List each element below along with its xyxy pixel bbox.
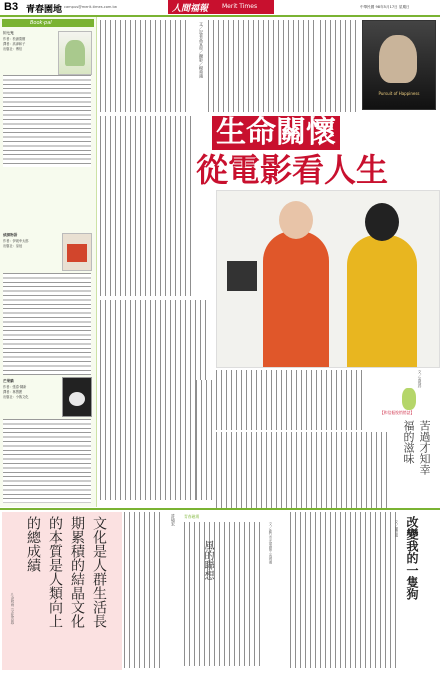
quote-line: 的本質是人類向上 (47, 516, 63, 628)
quote-line: 期累積的結晶文化 (69, 516, 85, 628)
book-meta-line: 出版社：博信 (3, 47, 23, 51)
sidebar-header-label: Book·pal (30, 20, 52, 26)
book-title: 芒果貓 (3, 379, 14, 383)
book-cover-1 (58, 31, 92, 75)
essay-right-mascot (402, 388, 416, 410)
feature-photo (216, 190, 440, 368)
book-1-meta (3, 31, 53, 51)
photo-person-left (263, 231, 329, 367)
book-3-review-text (3, 419, 91, 503)
masthead (168, 0, 274, 14)
book-1-review-text (3, 75, 91, 167)
book-3-meta (3, 379, 59, 399)
book-title: 偵探物語 (3, 233, 18, 237)
quote-box (2, 512, 122, 670)
page-code: B3 (4, 1, 19, 13)
photo-monitor (227, 261, 257, 291)
essay-right-author: 文／黃瑤玲 (418, 370, 422, 388)
masthead-en: Merit Times (222, 3, 258, 10)
mid-title: 風的聯想 (202, 540, 213, 580)
essay-right-text-bottom (216, 432, 390, 508)
mid-section-label: 青春磁場 (184, 514, 200, 519)
section-url[interactable]: campus@merit-times.com.tw (64, 5, 117, 9)
photo-person-right (347, 235, 417, 367)
book-meta-line: 作者：張春·陳新 (3, 385, 27, 389)
right-essay-text (290, 512, 400, 668)
quote-source: △余秋雨《文化苦旅》 (10, 592, 14, 627)
article-top-text-mid (208, 20, 318, 112)
book-cover-2 (62, 233, 92, 271)
book-cover-3 (62, 377, 92, 417)
section-divider (0, 508, 440, 510)
poster-title: Pursuit of Happiness (378, 91, 420, 96)
article-top-text-right (320, 20, 360, 112)
article-body-col-c (196, 380, 212, 500)
book-2-review-text (3, 273, 91, 375)
sidebar-header (2, 19, 94, 27)
movie-poster (362, 20, 436, 110)
headline-block (196, 116, 396, 188)
right-byline: 文／陳思嵐 (394, 520, 398, 537)
book-title: 川七光 (3, 31, 14, 35)
article-byline: 文／記者高宜彤／攝影／楊舜鴻 (199, 22, 204, 78)
essay-right-label: 【和信振悅悄悄話】 (380, 410, 415, 415)
bottom-left-essay (124, 512, 164, 668)
headline-line-2: 從電影看人生 (196, 151, 389, 189)
section-title: 青春園地 (26, 5, 63, 15)
article-top-text-left (100, 20, 186, 112)
date-line: 中華民國 98年5月17日 星期日 (360, 5, 410, 9)
sidebar (0, 17, 97, 507)
bottom-left-author: 許境宏 (171, 514, 176, 526)
headline-line-1: 生命關懷 (212, 116, 340, 150)
mid-essay-text (184, 522, 264, 666)
book-meta-line: 譯者：高津和子 (3, 42, 26, 46)
book-meta-line: 作者：伊坂幸太郎 (3, 239, 29, 243)
essay-right-text-top (216, 370, 366, 430)
masthead-cn: 人間福報 (172, 4, 209, 14)
quote-text (6, 516, 110, 664)
quote-line: 的總成績 (25, 516, 41, 572)
book-2-meta (3, 233, 59, 248)
right-title: 改變我的一隻狗 (405, 516, 419, 600)
essay-right-title: 苦過才知幸福的滋味 (402, 420, 431, 475)
book-meta-line: 作者：松浦寬樹 (3, 37, 26, 41)
quote-line: 文化是人群生活長 (91, 516, 107, 628)
header-bar (0, 0, 440, 16)
book-meta-line: 出版社：皇冠 (3, 244, 23, 248)
article-body-col-b (100, 300, 210, 500)
article-body-col-a (100, 116, 192, 296)
book-meta-line: 譯者：林慧麗 (3, 390, 23, 394)
book-meta-line: 出版社：小魯文化 (3, 395, 29, 399)
mid-byline: 文／新竹市光華國中 黃琇湘 (268, 522, 272, 564)
